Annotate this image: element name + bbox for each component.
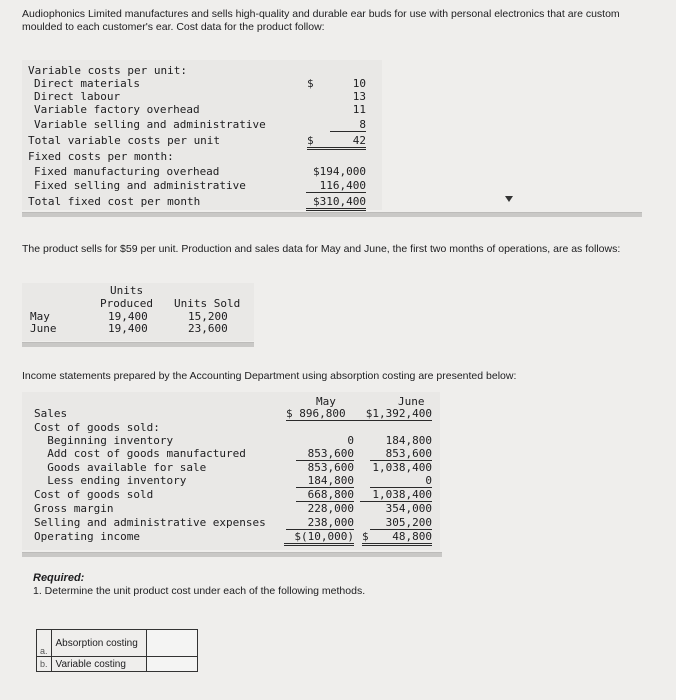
cost-label-direct-labour: Direct labour <box>34 90 121 103</box>
answer-row-variable <box>37 657 198 672</box>
cost-panel-rule <box>22 212 642 217</box>
cost-label-direct-materials: Direct materials <box>34 77 140 90</box>
production-month-may: May <box>30 310 50 323</box>
production-produced-may: 19,400 <box>108 310 148 323</box>
production-sold-june: 23,600 <box>188 322 228 335</box>
income-label-operating-income: Operating income <box>34 530 140 543</box>
cost-label-variable-overhead: Variable factory overhead <box>34 103 200 116</box>
answer-row-absorption <box>37 630 198 657</box>
income-header-may: May <box>316 395 336 408</box>
cost-value-variable-overhead: 11 <box>352 103 366 116</box>
answer-input-absorption[interactable] <box>146 630 197 657</box>
fixed-header: Fixed costs per month: <box>28 150 174 163</box>
production-produced-june: 19,400 <box>108 322 148 335</box>
income-label-ending-inventory: Less ending inventory <box>34 474 187 487</box>
income-label-cost-manufactured: Add cost of goods manufactured <box>34 447 246 460</box>
answer-method-absorption <box>51 630 146 657</box>
income-may-cogs: 668,800 <box>296 488 354 502</box>
fixed-label-selling: Fixed selling and administrative <box>34 179 246 192</box>
income-june-sales: $1,392,400 <box>360 407 432 421</box>
income-june-beginning-inventory: 184,800 <box>385 434 432 447</box>
required-question-1: 1. Determine the unit product cost under each of the following methods. <box>33 585 366 597</box>
answer-letter-b <box>37 657 52 672</box>
total-variable-label: Total variable costs per unit <box>28 134 221 147</box>
answer-method-variable-label: Variable costing <box>55 658 126 670</box>
income-june-cost-manufactured: 853,600 <box>370 447 432 461</box>
income-may-goods-available: 853,600 <box>307 461 354 474</box>
dollar-sign-total: $ <box>307 134 330 150</box>
production-header-produced: Produced <box>100 297 153 310</box>
answer-letter-a-text: a. <box>40 646 48 656</box>
income-may-cost-manufactured: 853,600 <box>296 447 354 461</box>
fixed-label-manufacturing: Fixed manufacturing overhead <box>34 165 220 178</box>
income-june-goods-available: 1,038,400 <box>372 461 432 474</box>
cursor-arrow-icon <box>505 196 513 202</box>
answer-input-variable[interactable] <box>146 657 197 672</box>
income-may-ending-inventory: 184,800 <box>296 474 354 488</box>
income-june-cogs: 1,038,400 <box>360 488 432 502</box>
total-variable-value: 42 <box>330 134 366 150</box>
required-title: Required: <box>33 572 85 584</box>
income-label-sales: Sales <box>34 407 68 420</box>
cost-value-direct-labour: 13 <box>352 90 366 103</box>
income-june-selling-admin: 305,200 <box>370 516 432 530</box>
cost-value-direct-materials: 10 <box>352 77 366 90</box>
cost-label-variable-selling: Variable selling and administrative <box>34 118 266 131</box>
income-label-goods-available: Goods available for sale <box>34 461 207 474</box>
answer-method-variable <box>51 657 146 672</box>
income-text: Income statements prepared by the Accounting Department using absorption costing are presented below: <box>22 370 517 382</box>
fixed-value-manufacturing: $194,000 <box>313 165 366 178</box>
income-may-gross-margin: 228,000 <box>307 502 354 515</box>
income-may-selling-admin: 238,000 <box>286 516 354 530</box>
production-month-june: June <box>30 322 57 335</box>
income-label-cogs: Cost of goods sold <box>34 488 154 501</box>
income-june-dollar: $ <box>362 530 376 546</box>
fixed-value-selling: 116,400 <box>306 179 366 193</box>
income-may-beginning-inventory: 0 <box>347 434 354 447</box>
answer-letter-a <box>37 630 52 657</box>
answer-method-absorption-label: Absorption costing <box>55 637 138 649</box>
intro-text: Audiophonics Limited manufactures and sells high-quality and durable ear buds for use with personal electronics that are custom moulded to each customer's ear. Cost data for the product follow: <box>22 8 620 33</box>
income-may-operating-income: $(10,000) <box>284 530 354 546</box>
production-header-sold: Units Sold <box>174 297 241 310</box>
variable-header: Variable costs per unit: <box>28 64 187 77</box>
answer-table <box>36 629 198 672</box>
production-sold-may: 15,200 <box>188 310 228 323</box>
production-header-units: Units <box>110 284 144 297</box>
income-label-selling-admin: Selling and administrative expenses <box>34 516 266 529</box>
income-label-gross-margin: Gross margin <box>34 502 114 515</box>
income-panel-rule <box>22 552 442 557</box>
income-label-cogs-header: Cost of goods sold: <box>34 421 160 434</box>
income-june-gross-margin: 354,000 <box>385 502 432 515</box>
sales-text: The product sells for $59 per unit. Production and sales data for May and June, the first two months of operations, are as follows: <box>22 243 621 255</box>
production-panel-rule <box>22 342 254 347</box>
income-may-sales: $ 896,800 <box>286 407 364 421</box>
dollar-sign: $ <box>307 77 314 90</box>
income-june-operating-income: 48,800 <box>376 530 432 546</box>
income-label-beginning-inventory: Beginning inventory <box>34 434 174 447</box>
total-fixed-value: $310,400 <box>306 195 366 211</box>
income-june-ending-inventory: 0 <box>370 474 432 488</box>
cost-value-variable-selling: 8 <box>330 118 366 132</box>
income-header-june: June <box>398 395 425 408</box>
total-fixed-label: Total fixed cost per month <box>28 195 201 208</box>
answer-letter-b-text: b. <box>40 659 48 669</box>
